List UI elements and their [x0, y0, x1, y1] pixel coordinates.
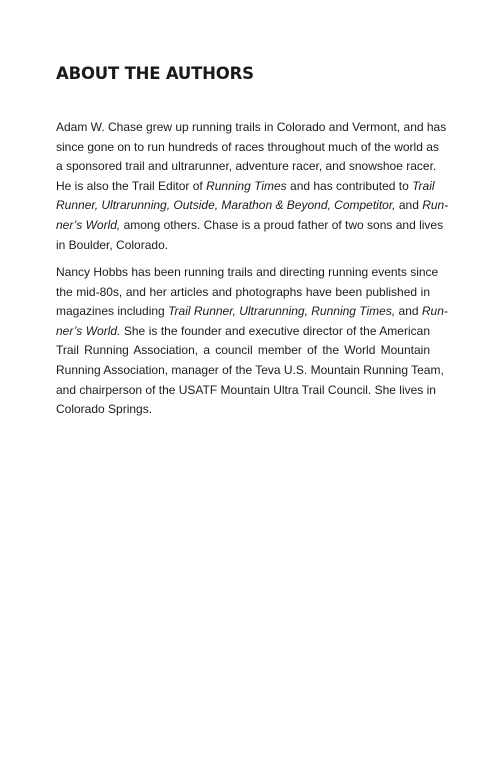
bio-text: and has contributed to [286, 178, 413, 193]
bio-text: She is the founder and executive director of the American [120, 323, 430, 338]
bio-line [56, 341, 430, 361]
bio-line [56, 283, 430, 303]
italic-title-text: Run- [421, 304, 448, 319]
bio-line [56, 157, 437, 177]
bio-line [56, 177, 435, 197]
bio-line [56, 302, 448, 322]
bio-line [56, 138, 439, 158]
italic-title-text: ner’s World, [56, 217, 121, 232]
bio-text: and chairperson of the USATF Mountain Ultra Trail Council. She lives in [56, 382, 436, 397]
italic-title-text: ner’s World. [56, 323, 121, 338]
bio-line [56, 196, 449, 216]
bio-text: since gone on to run hundreds of races throughout much of the world as [56, 139, 439, 154]
bio-line [56, 322, 430, 342]
bio-text: Nancy Hobbs has been running trails and directing running events since [56, 265, 439, 279]
bio-text: magazines including [56, 304, 169, 319]
italic-title-text: Trail [412, 178, 435, 193]
bio-line [56, 118, 447, 138]
bio-text: Running Association, manager of the Teva U.S. Mountain Running Team, [56, 362, 444, 377]
author-bio-nancy-hobbs [56, 263, 448, 420]
bio-text: Colorado Springs. [56, 402, 153, 417]
bio-line [56, 381, 436, 401]
author-bio-adam-chase [56, 118, 449, 255]
bio-text: a sponsored trail and ultrarunner, adventure racer, and snowshoe racer. [56, 159, 437, 174]
bio-line [56, 236, 430, 256]
italic-title-text: Running Times [206, 178, 287, 193]
bio-text: He is also the Trail Editor of [56, 178, 207, 193]
bio-text: and [395, 198, 423, 213]
bio-text: in Boulder, Colorado. [56, 237, 169, 252]
bio-line [56, 216, 444, 236]
italic-title-text: Runner, Ultrarunning, Outside, Marathon & Beyond, Competitor, [56, 198, 396, 213]
bio-text: Trail Running Association, a council member of the World Mountain [56, 343, 430, 358]
italic-title-text: Run- [422, 198, 449, 213]
bio-text: the mid-80s, and her articles and photographs have been published in [56, 284, 430, 299]
bio-line [56, 400, 430, 420]
bio-text: among others. Chase is a proud father of two sons and lives [120, 217, 444, 232]
bio-text: and [395, 304, 422, 319]
italic-title-text: Trail Runner, Ultrarunning, Running Times, [168, 304, 396, 319]
bio-text: Adam W. Chase grew up running trails in Colorado and Vermont, and has [56, 120, 447, 134]
bio-line [56, 263, 439, 283]
bio-line [56, 361, 444, 381]
section-heading: ABOUT THE AUTHORS [56, 64, 254, 83]
